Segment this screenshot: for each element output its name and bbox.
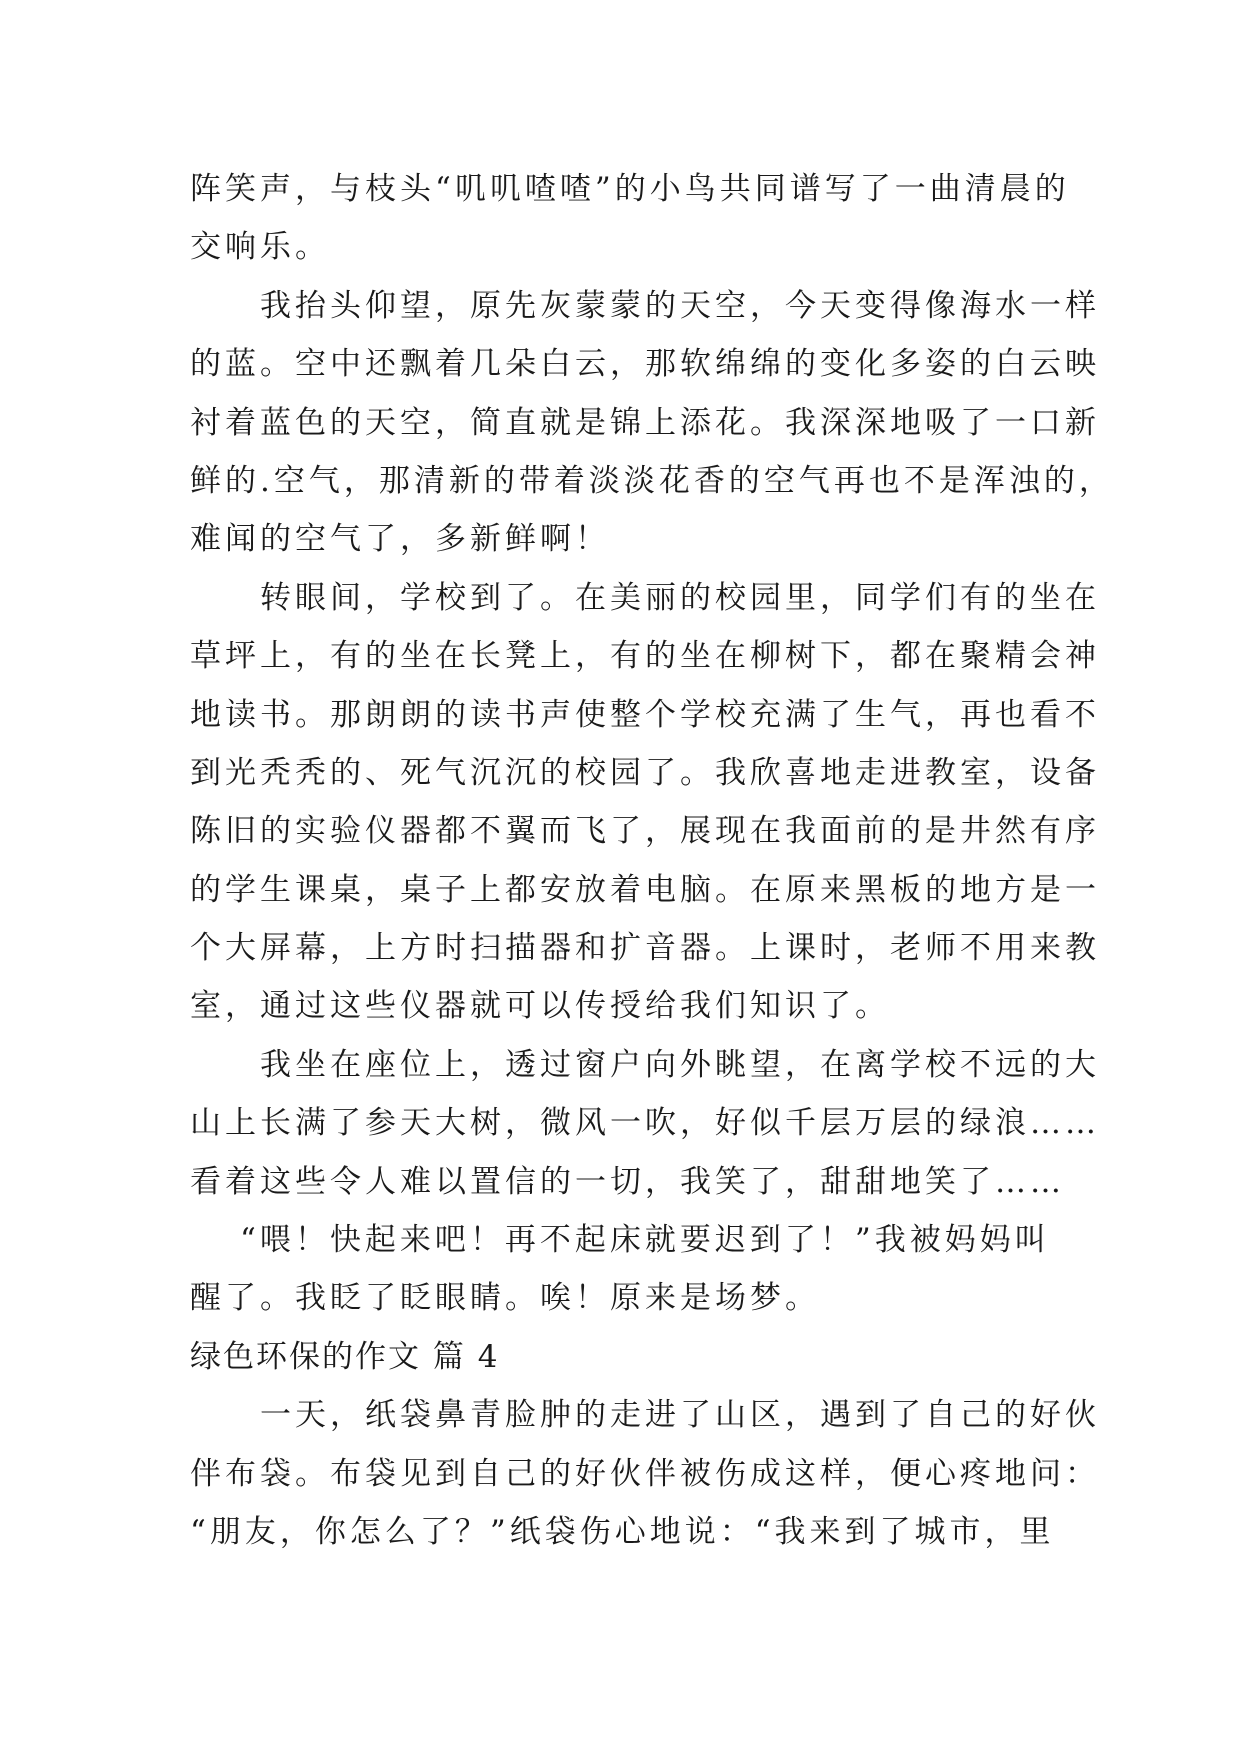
text-line: 醒了。我眨了眨眼睛。唉！原来是场梦。 [190, 1280, 820, 1317]
text-line: 草坪上，有的坐在长凳上，有的坐在柳树下，都在聚精会神 [190, 638, 1100, 675]
text-line: 鲜的.空气，那清新的带着淡淡花香的空气再也不是浑浊的， [190, 462, 1114, 499]
text-line: 难闻的空气了，多新鲜啊！ [190, 521, 610, 558]
text-line: 地读书。那朗朗的读书声使整个学校充满了生气，再也看不 [190, 696, 1100, 733]
text-line: 伴布袋。布袋见到自己的好伙伴被伤成这样，便心疼地问： [190, 1455, 1100, 1492]
text-line: 衬着蓝色的天空，简直就是锦上添花。我深深地吸了一口新 [190, 404, 1100, 441]
text-line: “朋友，你怎么了？”纸袋伤心地说：“我来到了城市，里 [190, 1513, 1055, 1550]
text-line: 的蓝。空中还飘着几朵白云，那软绵绵的变化多姿的白云映 [190, 346, 1100, 383]
paragraph-start-line: 转眼间，学校到了。在美丽的校园里，同学们有的坐在 [260, 579, 1100, 616]
text-line: 到光秃秃的、死气沉沉的校园了。我欣喜地走进教室，设备 [190, 754, 1100, 791]
text-line: 室，通过这些仪器就可以传授给我们知识了。 [190, 988, 890, 1025]
text-line: 看着这些令人难以置信的一切，我笑了，甜甜地笑了…… [190, 1163, 1065, 1200]
text-line: 陈旧的实验仪器都不翼而飞了，展现在我面前的是井然有序 [190, 813, 1100, 850]
paragraph-start-line: 一天，纸袋鼻青脸肿的走进了山区，遇到了自己的好伙 [260, 1397, 1100, 1434]
text-line: 的学生课桌，桌子上都安放着电脑。在原来黑板的地方是一 [190, 871, 1100, 908]
section-heading: 绿色环保的作文 篇 4 [190, 1338, 500, 1375]
text-line: 阵笑声，与枝头“叽叽喳喳”的小鸟共同谱写了一曲清晨的 [190, 171, 1070, 207]
paragraph-start-line: “喂！快起来吧！再不起床就要迟到了！”我被妈妈叫 [240, 1222, 1050, 1259]
paragraph-start-line: 我坐在座位上，透过窗户向外眺望，在离学校不远的大 [260, 1046, 1100, 1083]
paragraph-start-line: 我抬头仰望，原先灰蒙蒙的天空，今天变得像海水一样 [260, 287, 1100, 324]
text-line: 山上长满了参天大树，微风一吹，好似千层万层的绿浪…… [190, 1105, 1100, 1142]
text-line: 交响乐。 [190, 229, 330, 266]
text-line: 个大屏幕，上方时扫描器和扩音器。上课时，老师不用来教 [190, 930, 1100, 967]
essay-text [190, 160, 1114, 1561]
